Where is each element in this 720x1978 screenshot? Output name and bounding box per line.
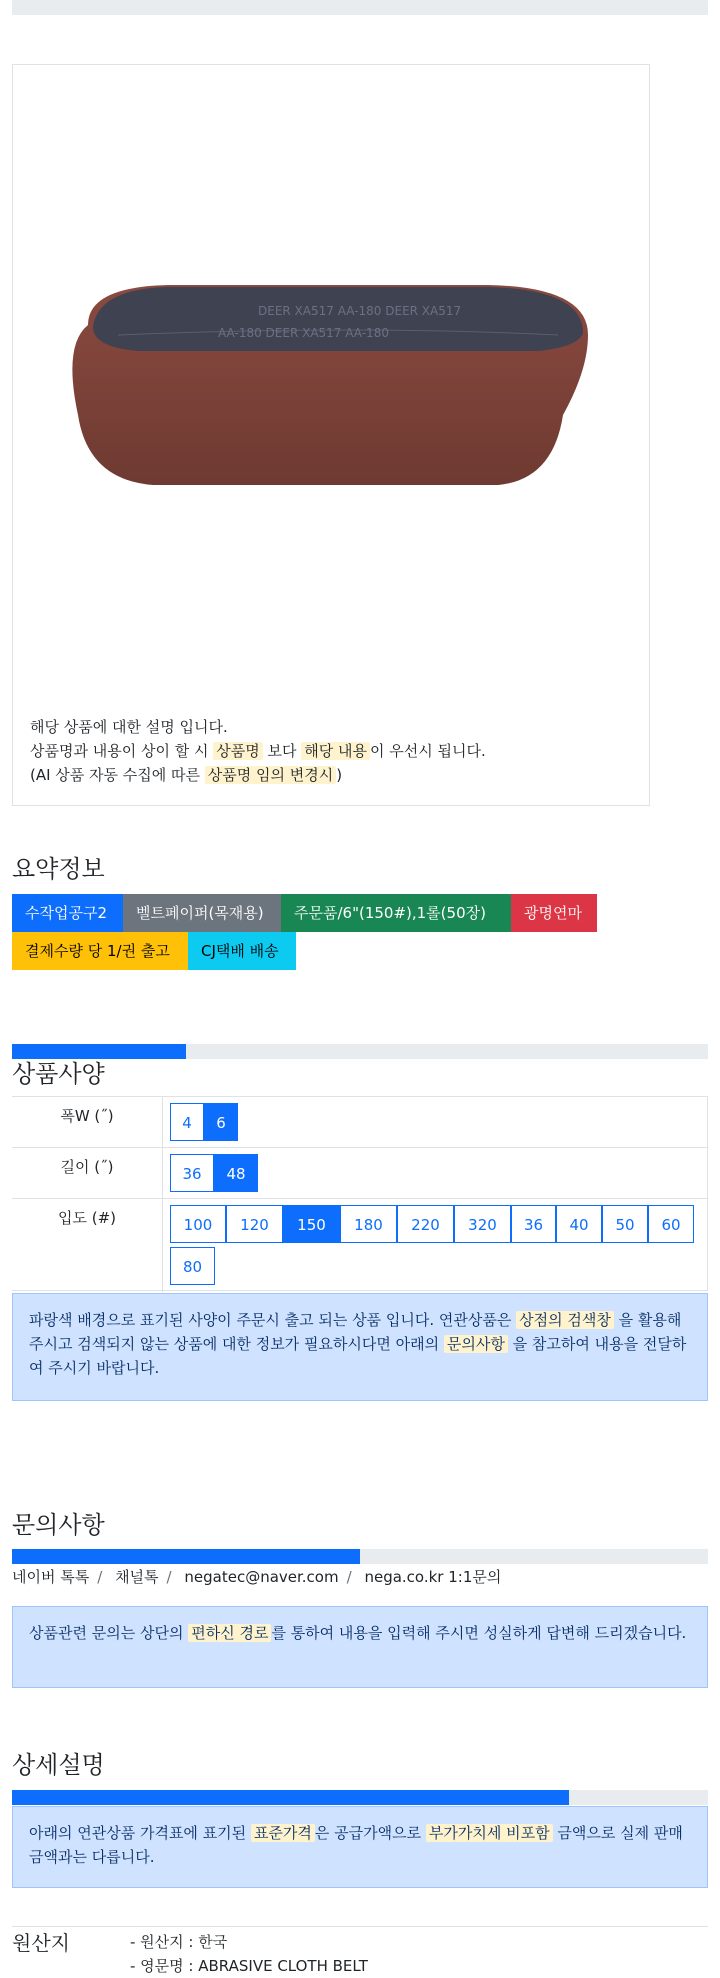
spec-progress-bar — [12, 1044, 708, 1059]
detail-title: 상세설명 — [12, 1751, 105, 1779]
spec-option-selected[interactable]: 48 — [214, 1154, 258, 1192]
link-website-inquiry[interactable]: nega.co.kr 1:1문의 — [364, 1568, 502, 1586]
product-image — [58, 275, 598, 505]
origin-title: 원산지 — [12, 1931, 70, 1955]
link-channel-talk[interactable]: 채널톡 — [115, 1568, 159, 1586]
spec-option[interactable]: 50 — [602, 1205, 648, 1243]
spec-label: 폭W (˝) — [12, 1097, 163, 1148]
origin-divider — [12, 1926, 708, 1927]
spec-notice: 파랑색 배경으로 표기된 사양이 주문시 출고 되는 상품 입니다. 연관상품은 상점의 검색창 을 활용해 주시고 검색되지 않는 상품에 대한 정보가 필요하시다면 아래의 문의사항 을 참고하여 내용을 전달하여 주시기 바랍니다. — [12, 1293, 708, 1401]
inquiry-notice: 상품관련 문의는 상단의 편하신 경로 를 통하여 내용을 입력해 주시면 성실하게 답변해 드리겠습니다. — [12, 1606, 708, 1688]
spec-option[interactable]: 36 — [511, 1205, 556, 1243]
spec-option[interactable]: 120 — [226, 1205, 283, 1243]
spec-title: 상품사양 — [12, 1060, 105, 1088]
spec-option-selected[interactable]: 150 — [283, 1205, 340, 1243]
inquiry-links: 네이버 톡톡 / 채널톡 / negatec@naver.com / nega.co.kr 1:1문의 — [12, 1568, 502, 1586]
spec-option[interactable]: 4 — [170, 1103, 204, 1141]
spec-options — [167, 1148, 708, 1198]
top-bar — [12, 0, 708, 15]
spec-option[interactable]: 180 — [340, 1205, 397, 1243]
spec-option[interactable]: 40 — [556, 1205, 602, 1243]
origin-list — [130, 1930, 368, 1978]
spec-option[interactable]: 36 — [170, 1154, 214, 1192]
spec-option[interactable]: 220 — [397, 1205, 454, 1243]
spec-option[interactable]: 60 — [648, 1205, 694, 1243]
spec-row-width — [12, 1096, 708, 1147]
spec-label: 길이 (˝) — [12, 1148, 163, 1199]
badge-order: 주문품/6"(150#),1롤(50장) — [281, 894, 511, 932]
description-line-1: 해당 상품에 대한 설명 입니다. — [30, 718, 228, 736]
product-image-box — [12, 64, 650, 806]
spec-options — [167, 1097, 708, 1147]
spec-row-length — [12, 1147, 708, 1198]
spec-label: 입도 (#) — [12, 1199, 163, 1292]
spec-option[interactable]: 320 — [454, 1205, 511, 1243]
detail-notice: 아래의 연관상품 가격표에 표기된 표준가격 은 공급가액으로 부가가치세 비포함 금액으로 실제 판매금액과는 다릅니다. — [12, 1806, 708, 1888]
inquiry-title: 문의사항 — [12, 1511, 105, 1539]
origin-item: - 영문명 : ABRASIVE CLOTH BELT — [130, 1957, 368, 1975]
link-email[interactable]: negatec@naver.com — [184, 1568, 339, 1586]
product-description — [30, 715, 486, 787]
link-naver-talk[interactable]: 네이버 톡톡 — [12, 1568, 90, 1586]
spec-option[interactable]: 80 — [170, 1247, 215, 1285]
spec-row-grit — [12, 1198, 708, 1291]
svg-text:AA-180 DEER XA517 AA-180: AA-180 DEER XA517 AA-180 — [218, 326, 389, 340]
badge-shipping: CJ택배 배송 — [188, 932, 296, 970]
badge-brand: 광명연마 — [511, 894, 597, 932]
inquiry-progress-bar — [12, 1549, 708, 1564]
badge-category: 수작업공구2 — [12, 894, 123, 932]
description-line-2: 상품명과 내용이 상이 할 시 상품명 보다 해당 내용 이 우선시 됩니다. — [30, 742, 486, 760]
detail-progress-bar — [12, 1790, 708, 1805]
spec-option[interactable]: 100 — [170, 1205, 226, 1243]
badge-quantity: 결제수량 당 1/권 출고 — [12, 932, 188, 970]
badge-type: 벨트페이퍼(목재용) — [123, 894, 281, 932]
description-line-3: (AI 상품 자동 수집에 따른 상품명 임의 변경시 ) — [30, 766, 343, 784]
origin-item: - 원산지 : 한국 — [130, 1933, 228, 1951]
spec-option-selected[interactable]: 6 — [204, 1103, 238, 1141]
svg-text:DEER XA517 AA-180 DEER XA5: DEER XA517 AA-180 DEER XA517 — [258, 304, 462, 318]
summary-title: 요약정보 — [12, 855, 105, 883]
spec-options — [167, 1199, 708, 1290]
